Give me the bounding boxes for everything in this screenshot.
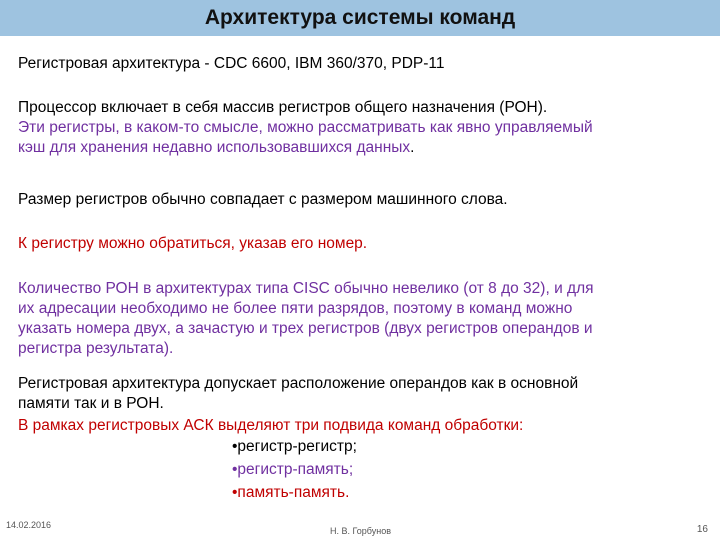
paragraph-roh-l2: Эти регистры, в каком-то смысле, можно рассматривать как явно управляемый: [18, 119, 593, 136]
page-number: 16: [696, 524, 708, 535]
title-bar: [0, 0, 720, 36]
paragraph-operands-l1: Регистровая архитектура допускает расположение операндов как в основной: [18, 375, 579, 392]
slide-title: Архитектура системы команд: [204, 6, 516, 29]
paragraph-roh-l3: [18, 138, 708, 158]
paragraph-roh-l3-end: .: [410, 139, 415, 156]
footer-date: 14.02.2016: [6, 520, 52, 530]
paragraph-cisc-l2: их адресации необходимо не более пяти разрядов, поэтому в команд можно: [18, 300, 573, 317]
bullet-item: •регистр-память;: [232, 461, 354, 478]
bullet-item: •регистр-регистр;: [232, 438, 357, 455]
paragraph-operands-l2: памяти так и в РОН.: [18, 395, 164, 412]
paragraph-register-access: К регистру можно обратиться, указав его номер.: [18, 235, 368, 252]
paragraph-roh-l1: Процессор включает в себя массив регистров общего назначения (РОН).: [18, 99, 548, 116]
paragraph-cisc-l4: регистра результата).: [18, 340, 174, 357]
bullet-item: •память-память.: [232, 484, 350, 501]
paragraph-cisc-l1: Количество РОН в архитектурах типа CISC обычно невелико (от 8 до 32), и для: [18, 280, 594, 297]
footer-author: Н. В. Горбунов: [330, 526, 392, 536]
paragraph-cisc-l3: указать номера двух, а зачастую и трех регистров (двух регистров операндов и: [18, 320, 593, 337]
architecture-line: Регистровая архитектура - CDC 6600, IBM 360/370, PDP-11: [18, 55, 445, 72]
paragraph-roh-l3-text: кэш для хранения недавно использовавшихся данных: [18, 139, 411, 156]
paragraph-subtypes: В рамках регистровых АСК выделяют три подвида команд обработки:: [18, 417, 524, 434]
paragraph-register-size: Размер регистров обычно совпадает с размером машинного слова.: [18, 191, 508, 208]
